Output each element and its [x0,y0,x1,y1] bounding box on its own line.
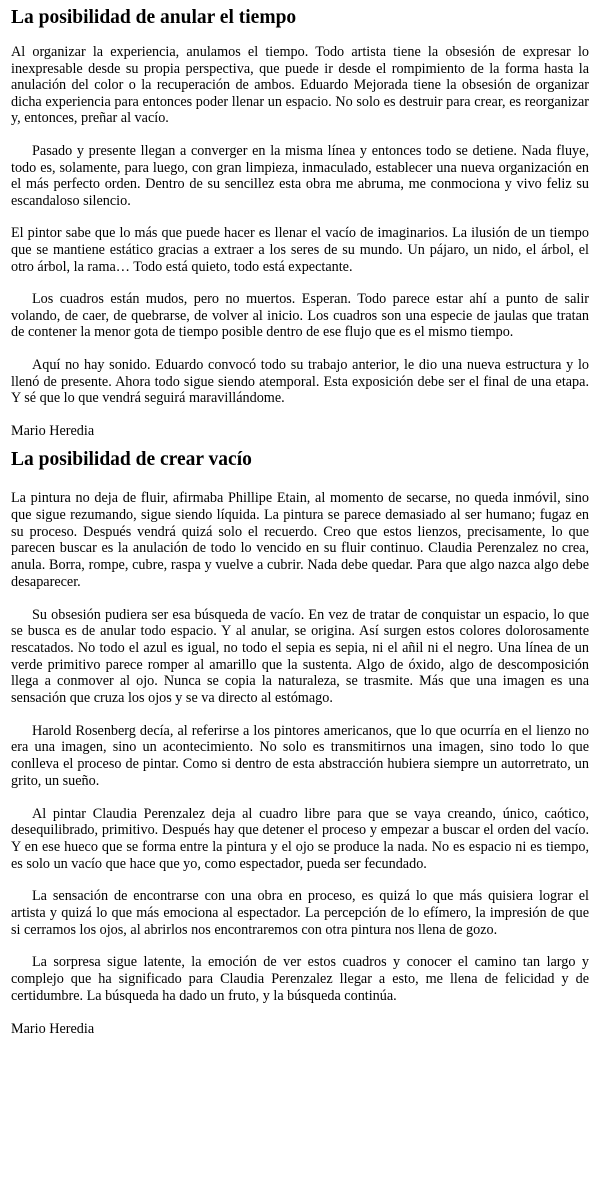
paragraph: Harold Rosenberg decía, al referirse a los pintores americanos, que lo que ocurría en el lienzo no era una imagen, sino un acontecimiento. No solo es transmitirnos una imagen, sino todo lo que conlleva el proceso de pintar. Como si dentro de esta abstracción hubiera siempre un autorretrato, un grito, un sueño. [11,722,589,789]
essay-section-crear-vacio [11,448,589,1037]
essay-section-anular-tiempo [11,6,589,439]
paragraph: La sensación de encontrarse con una obra en proceso, es quizá lo que más quisiera lograr el artista y quizá lo que más emociona al espectador. La percepción de lo efímero, la impresión de que si cerramos los ojos, al abrirlos nos encontraremos con otra pintura nos llena de gozo. [11,888,589,938]
paragraph: La sorpresa sigue latente, la emoción de ver estos cuadros y conocer el camino tan largo y complejo que ha significado para Claudia Perenzalez llegar a esto, me llena de felicidad y de certidumbre. La búsqueda ha dado un fruto, y la búsqueda continúa. [11,954,589,1004]
section-title: La posibilidad de anular el tiempo [11,7,297,28]
paragraph: El pintor sabe que lo más que puede hacer es llenar el vacío de imaginarios. La ilusión de un tiempo que se mantiene estático gracias a extraer a los seres de su mundo. Un pájaro, un nido, el árbol, el otro árbol, la rama… Todo está quieto, todo está expectante. [11,225,589,275]
paragraph: Al organizar la experiencia, anulamos el tiempo. Todo artista tiene la obsesión de expresar lo inexpresable desde su propia perspectiva, que puede ir desde el rompimiento de la forma hasta la anulación del color o la recuperación de ambos. Eduardo Mejorada tiene la obsesión de organizar dicha experiencia para entonces poder llenar un espacio. No solo es destruir para crear, es reorganizar y, entonces, preñar al vacío. [11,44,589,127]
paragraph: Su obsesión pudiera ser esa búsqueda de vacío. En vez de tratar de conquistar un espacio, lo que se busca es de anular todo espacio. Y al anular, se origina. Así surgen estos colores dolorosamente rescatados. No todo el azul es igual, no todo el sepia es sepia, ni el añil ni el negro. Una línea de un verde primitivo parece romper al amarillo que la sustenta. Algo de óxido, algo de descomposición llega a conmover al ojo. Nunca se copia la naturaleza, se trasmite. Más que una imagen es una sensación que cruza los ojos y se va directo al estómago. [11,606,589,707]
paragraph: Al pintar Claudia Perenzalez deja al cuadro libre para que se vaya creando, único, caótico, desequilibrado, primitivo. Después hay que detener el proceso y empezar a buscar el orden del vacío. Y en ese hueco que se forma entre la pintura y el ojo se produce la nada. No es espacio ni es tiempo, es solo un vacío que hace que yo, como espectador, pueda ser fecundado. [11,805,589,872]
author-signature: Mario Heredia [11,422,95,439]
section-title: La posibilidad de crear vacío [11,449,252,471]
paragraph: Pasado y presente llegan a converger en la misma línea y entonces todo se detiene. Nada fluye, todo es, solamente, para luego, con gran limpieza, inmaculado, establecer una nueva organización en el más perfecto orden. Dentro de su sencillez esta obra me abruma, me conmociona y vivo feliz su escandaloso silencio. [11,142,589,209]
paragraph: Los cuadros están mudos, pero no muertos. Esperan. Todo parece estar ahí a punto de salir volando, de caer, de quebrarse, de volver al inicio. Los cuadros son una especie de jaulas que tratan de contener la menor gota de tiempo posible dentro de ese flujo que es el mismo tiempo. [11,291,589,341]
paragraph: Aquí no hay sonido. Eduardo convocó todo su trabajo anterior, le dio una nueva estructura y lo llenó de presente. Ahora todo sigue siendo atemporal. Esta exposición debe ser el final de una etapa. Y sé que lo que vendrá seguirá maravillándome. [11,356,589,407]
paragraph: La pintura no deja de fluir, afirmaba Phillipe Etain, al momento de secarse, no queda inmóvil, sino que sigue rezumando, sigue siendo líquida. La pintura se parece demasiado al ser humano; fugaz en su proceso. Después vendrá quizá solo el recuerdo. Creo que estos lienzos, precisamente, lo que parecen buscar es la anulación de todo lo vencido en su fluir continuo. Claudia Perenzalez no crea, anula. Borra, rompe, cubre, raspa y vuelve a cubrir. Nada debe quedar. Para que algo nazca algo debe desaparecer. [11,490,589,590]
author-signature: Mario Heredia [11,1020,95,1037]
